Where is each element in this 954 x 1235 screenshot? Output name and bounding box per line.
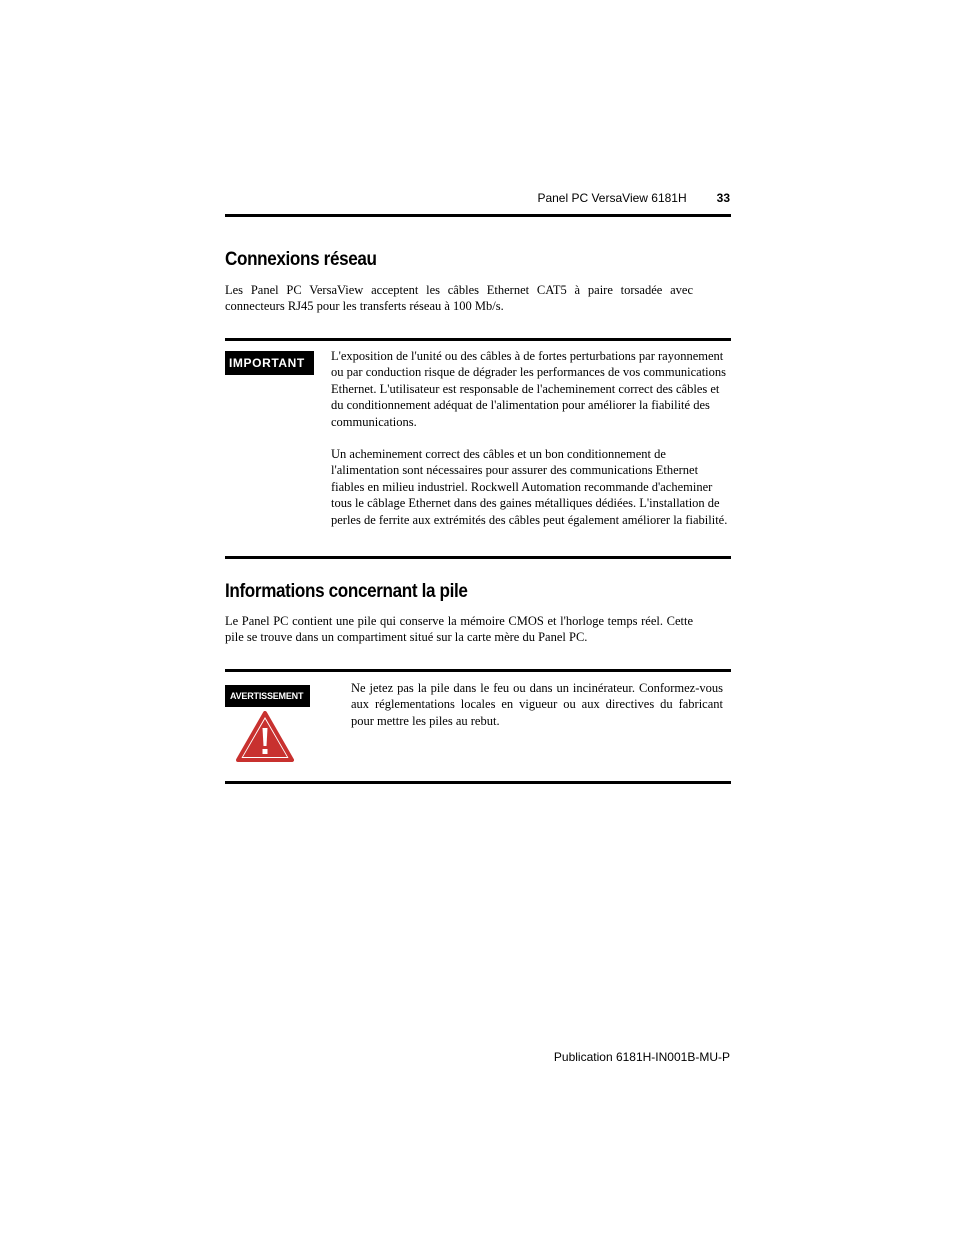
warning-box-bottom-rule (225, 781, 731, 784)
section-body-battery: Le Panel PC contient une pile qui conserve la mémoire CMOS et l'horloge temps réel. Cette pile se trouve dans un compartiment situé sur la carte mère du Panel PC. (225, 614, 693, 644)
header-rule (225, 214, 731, 217)
warning-text: Ne jetez pas la pile dans le feu ou dans un incinérateur. Conformez-vous aux réglementations locales en vigueur ou aux directives du fabricant pour mettre les piles au rebut. (351, 681, 723, 728)
section-title-network: Connexions réseau (225, 249, 377, 270)
important-paragraph-2: Un acheminement correct des câbles et un bon conditionnement de l'alimentation sont nécessaires pour assurer des communications Ethernet fiables en milieu industriel. Rockwell Automation recommande d'acheminer tous le câblage Ethernet dans des gaines métalliques dédiées. L'installation de perles de ferrite aux extrémités des câbles peut également améliorer la fiabilité. (331, 447, 728, 527)
warning-triangle-icon (236, 711, 294, 762)
exclamation-dot (263, 749, 268, 754)
warning-badge: AVERTISSEMENT (225, 685, 310, 707)
section-title-battery: Informations concernant la pile (225, 581, 468, 602)
important-box-top-rule (225, 338, 731, 341)
important-badge: IMPORTANT (225, 351, 314, 375)
important-paragraph-1: L'exposition de l'unité ou des câbles à de fortes perturbations par rayonnement ou par conduction risque de dégrader les performances de vos communications Ethernet. L'utilisateur est responsable de l'acheminement correct des câbles et du conditionnement adéquat de l'alimentation pour améliorer la fiabilité des communications. (331, 349, 727, 429)
publication-footer: Publication 6181H-IN001B-MU-P (553, 1050, 730, 1064)
important-box-bottom-rule (225, 556, 731, 559)
warning-box-top-rule (225, 669, 731, 672)
page-number: 33 (716, 191, 730, 205)
running-header (225, 191, 730, 211)
running-title: Panel PC VersaView 6181H (537, 191, 687, 205)
section-body-network: Les Panel PC VersaView acceptent les câbles Ethernet CAT5 à paire torsadée avec connecteurs RJ45 pour les transferts réseau à 100 Mb/s. (225, 283, 693, 313)
